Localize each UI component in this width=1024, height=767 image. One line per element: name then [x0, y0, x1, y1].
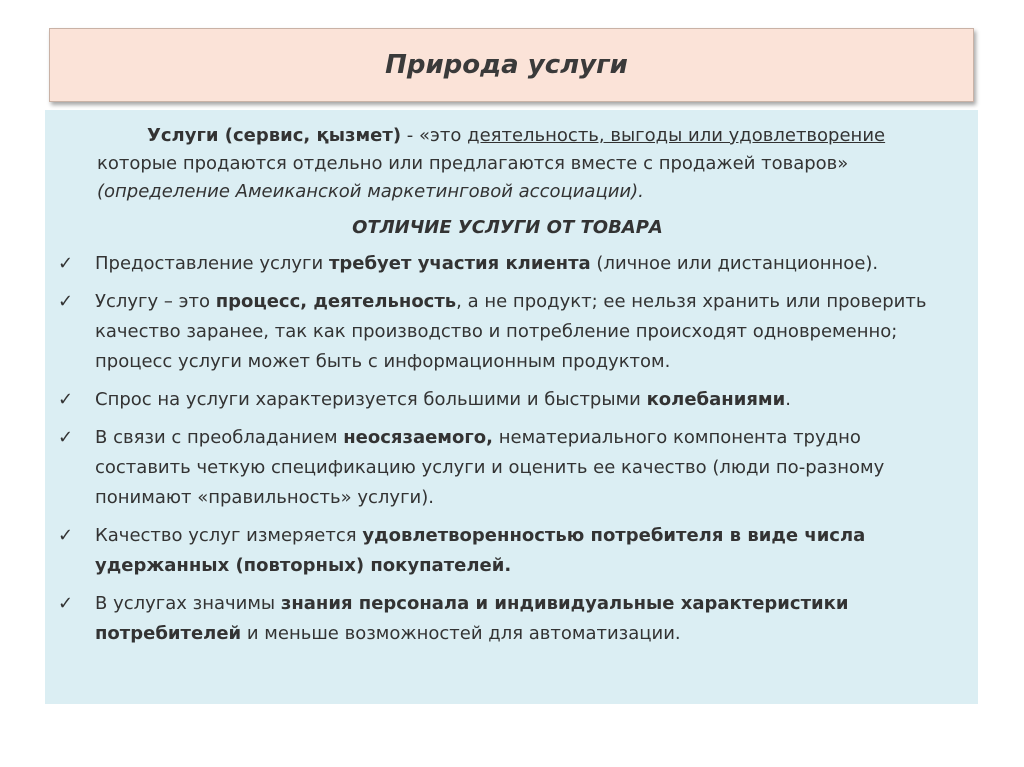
title-banner: [49, 28, 974, 102]
checkmark-icon: ✓: [58, 427, 74, 448]
item-text: Качество услуг измеряется: [95, 525, 363, 546]
item-text: , а не продукт; ее нельзя хранить или проверить качество заранее, так как производство и потребление происходят одновременно; процесс услуги может быть с информационным продуктом.: [95, 291, 927, 372]
item-text: Предоставление услуги: [95, 253, 329, 274]
checkmark-icon: ✓: [58, 593, 74, 614]
intro-source: (определение Амеиканской маркетинговой ассоциации).: [97, 181, 644, 202]
checkmark-icon: ✓: [58, 389, 74, 410]
list-item: [58, 521, 960, 581]
list-item: [58, 423, 960, 513]
list-item: [58, 249, 960, 279]
item-text: Услугу – это: [95, 291, 216, 312]
bullet-list: [58, 249, 960, 649]
checkmark-icon: ✓: [58, 291, 74, 312]
intro-dash: - «это: [401, 125, 468, 146]
item-text: (личное или дистанционное).: [590, 253, 879, 274]
item-text: и меньше возможностей для автоматизации.: [241, 623, 681, 644]
item-text: В связи с преобладанием: [95, 427, 344, 448]
content-panel: [45, 110, 978, 704]
intro-definition: [97, 122, 960, 206]
item-bold-text: удовлетворенностью потребителя в виде числа удержанных (повторных) покупателей.: [95, 525, 866, 576]
intro-underlined: деятельность, выгоды или удовлетворение: [467, 125, 886, 146]
page-title: Природа услуги: [385, 50, 628, 80]
item-bold-text: требует участия клиента: [328, 253, 591, 274]
item-bold-text: знания персонала и индивидуальные характеристики потребителей: [95, 593, 849, 644]
list-item: [58, 589, 960, 649]
intro-rest: которые продаются отдельно или предлагаются вместе с продажей товаров»: [97, 153, 849, 174]
item-bold-text: процесс, деятельность: [215, 291, 457, 312]
list-item: [58, 287, 960, 377]
item-text: .: [785, 389, 791, 410]
item-text: В услугах значимы: [95, 593, 281, 614]
item-bold-text: неосязаемого,: [343, 427, 493, 448]
intro-term: Услуги (сервис, қызмет): [147, 125, 402, 146]
checkmark-icon: ✓: [58, 525, 74, 546]
item-text: Спрос на услуги характеризуется большими и быстрыми: [95, 389, 647, 410]
item-text: нематериального компонента трудно составить четкую спецификацию услуги и оценить ее качество (люди по-разному понимают «правильность» услуги).: [95, 427, 885, 508]
section-subtitle: ОТЛИЧИЕ УСЛУГИ ОТ ТОВАРА: [352, 217, 663, 238]
checkmark-icon: ✓: [58, 253, 74, 274]
list-item: [58, 385, 960, 415]
item-bold-text: колебаниями: [646, 389, 786, 410]
